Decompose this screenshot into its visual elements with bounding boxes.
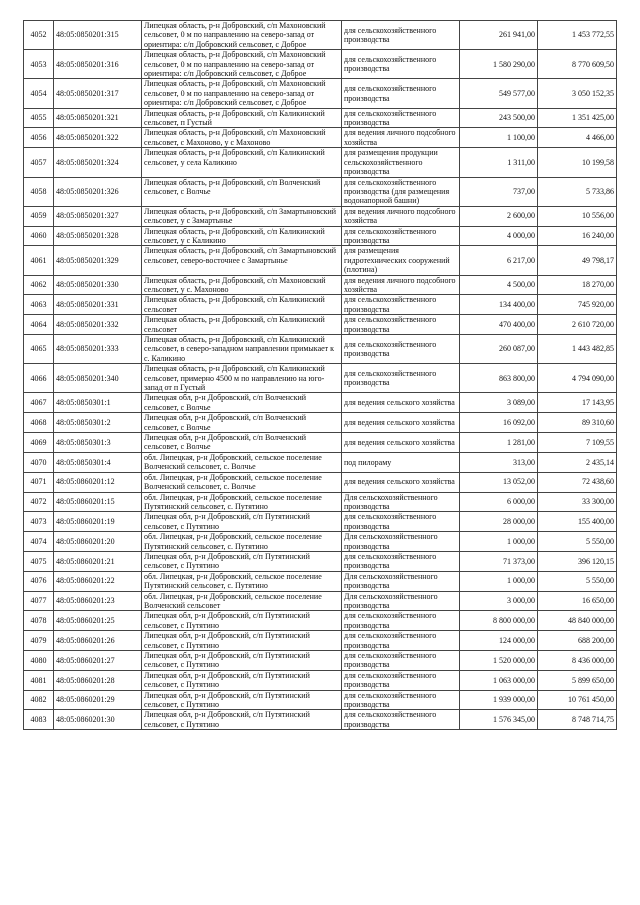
cadastral-value-cell: 396 120,15 [538,551,617,571]
row-number-cell: 4075 [24,551,54,571]
area-cell: 134 400,00 [460,295,538,315]
cadastral-number-cell: 48:05:0860201:23 [54,591,142,611]
cadastral-number-cell: 48:05:0860201:12 [54,472,142,492]
area-cell: 1 311,00 [460,148,538,177]
address-cell: Липецкая область, р-н Добровский, с/п Замартыновский сельсовет, северо-восточнее с Замартынье [142,246,342,275]
area-cell: 2 600,00 [460,206,538,226]
cadastral-value-cell: 16 240,00 [538,226,617,246]
permitted-use-cell: для ведения сельского хозяйства [342,472,460,492]
address-cell: Липецкая обл, р-н Добровский, с/п Путятинский сельсовет, с Путятино [142,512,342,532]
address-cell: Липецкая обл, р-н Добровский, с/п Путятинский сельсовет, с Путятино [142,670,342,690]
area-cell: 3 089,00 [460,393,538,413]
table-row [24,512,617,532]
permitted-use-cell: для сельскохозяйственного производства [342,551,460,571]
address-cell: Липецкая область, р-н Добровский, с/п Каликинский сельсовет, у с Каликино [142,226,342,246]
area-cell: 6 000,00 [460,492,538,512]
cadastral-value-cell: 1 443 482,85 [538,335,617,364]
row-number-cell: 4072 [24,492,54,512]
area-cell: 124 000,00 [460,631,538,651]
permitted-use-cell: для сельскохозяйственного производства [342,315,460,335]
address-cell: Липецкая область, р-н Добровский, с/п Замартыновский сельсовет, у с Замартынье [142,206,342,226]
cadastral-value-cell: 1 351 425,00 [538,108,617,128]
area-cell: 4 000,00 [460,226,538,246]
permitted-use-cell: Для сельскохозяйственного производства [342,492,460,512]
cadastral-number-cell: 48:05:0850201:332 [54,315,142,335]
cadastral-value-cell: 8 748 714,75 [538,710,617,730]
table-row [24,79,617,108]
address-cell: Липецкая область, р-н Добровский, с/п Каликинский сельсовет, в северо-западном направлении примыкает к с. Каликино [142,335,342,364]
row-number-cell: 4059 [24,206,54,226]
cadastral-number-cell: 48:05:0850201:317 [54,79,142,108]
address-cell: обл. Липецкая, р-н Добровский, сельское поселение Волченский сельсовет, с. Волчье [142,472,342,492]
address-cell: Липецкая область, р-н Добровский, с/п Махоновский сельсовет, с Махоново, у с Махоново [142,128,342,148]
row-number-cell: 4054 [24,79,54,108]
table-row [24,571,617,591]
area-cell: 8 800 000,00 [460,611,538,631]
address-cell: Липецкая область, р-н Добровский, с/п Каликинский сельсовет, п Густый [142,108,342,128]
permitted-use-cell: для сельскохозяйственного производства [342,690,460,710]
permitted-use-cell: под пилораму [342,452,460,472]
row-number-cell: 4079 [24,631,54,651]
area-cell: 243 500,00 [460,108,538,128]
row-number-cell: 4053 [24,50,54,79]
permitted-use-cell: для ведения личного подсобного хозяйства [342,275,460,295]
cadastral-number-cell: 48:05:0850201:321 [54,108,142,128]
address-cell: Липецкая область, р-н Добровский, с/п Махоновский сельсовет, у с. Махоново [142,275,342,295]
cadastral-value-cell: 8 770 609,50 [538,50,617,79]
area-cell: 737,00 [460,177,538,206]
area-cell: 1 000,00 [460,532,538,552]
area-cell: 260 087,00 [460,335,538,364]
cadastral-value-cell: 17 143,95 [538,393,617,413]
row-number-cell: 4078 [24,611,54,631]
table-row [24,433,617,453]
cadastral-number-cell: 48:05:0850201:326 [54,177,142,206]
table-row [24,670,617,690]
permitted-use-cell: для сельскохозяйственного производства (для размещения водонапорной башни) [342,177,460,206]
area-cell: 1 939 000,00 [460,690,538,710]
cadastral-value-cell: 2 610 720,00 [538,315,617,335]
row-number-cell: 4056 [24,128,54,148]
cadastral-number-cell: 48:05:0860201:26 [54,631,142,651]
table-row [24,472,617,492]
table-row [24,246,617,275]
cadastral-value-cell: 155 400,00 [538,512,617,532]
area-cell: 16 092,00 [460,413,538,433]
permitted-use-cell: для размещения продукции сельскохозяйственного производства [342,148,460,177]
cadastral-value-cell: 49 798,17 [538,246,617,275]
cadastral-value-cell: 10 556,00 [538,206,617,226]
address-cell: обл. Липецкая, р-н Добровский, сельское поселение Путятинский сельсовет, с. Путятино [142,492,342,512]
area-cell: 1 063 000,00 [460,670,538,690]
row-number-cell: 4061 [24,246,54,275]
cadastral-value-cell: 4 466,00 [538,128,617,148]
cadastral-number-cell: 48:05:0860201:19 [54,512,142,532]
row-number-cell: 4069 [24,433,54,453]
row-number-cell: 4070 [24,452,54,472]
land-plots-table [23,20,617,730]
cadastral-number-cell: 48:05:0850301:2 [54,413,142,433]
row-number-cell: 4060 [24,226,54,246]
table-row [24,226,617,246]
permitted-use-cell: для сельскохозяйственного производства [342,364,460,393]
cadastral-value-cell: 33 300,00 [538,492,617,512]
table-body [24,21,617,730]
table-row [24,551,617,571]
cadastral-number-cell: 48:05:0860201:15 [54,492,142,512]
address-cell: Липецкая обл, р-н Добровский, с/п Путятинский сельсовет, с Путятино [142,611,342,631]
permitted-use-cell: для сельскохозяйственного производства [342,611,460,631]
area-cell: 1 000,00 [460,571,538,591]
permitted-use-cell: для сельскохозяйственного производства [342,512,460,532]
permitted-use-cell: для ведения сельского хозяйства [342,393,460,413]
row-number-cell: 4071 [24,472,54,492]
area-cell: 1 100,00 [460,128,538,148]
address-cell: Липецкая обл, р-н Добровский, с/п Путятинский сельсовет, с Путятино [142,690,342,710]
permitted-use-cell: Для сельскохозяйственного производства [342,591,460,611]
row-number-cell: 4074 [24,532,54,552]
cadastral-number-cell: 48:05:0860201:21 [54,551,142,571]
table-row [24,295,617,315]
cadastral-number-cell: 48:05:0850201:333 [54,335,142,364]
table-row [24,393,617,413]
table-row [24,710,617,730]
cadastral-number-cell: 48:05:0850201:331 [54,295,142,315]
cadastral-value-cell: 5 550,00 [538,532,617,552]
table-row [24,532,617,552]
cadastral-value-cell: 10 761 450,00 [538,690,617,710]
cadastral-value-cell: 72 438,60 [538,472,617,492]
area-cell: 1 281,00 [460,433,538,453]
permitted-use-cell: Для сельскохозяйственного производства [342,532,460,552]
cadastral-value-cell: 7 109,55 [538,433,617,453]
table-row [24,631,617,651]
cadastral-value-cell: 5 550,00 [538,571,617,591]
cadastral-value-cell: 18 270,00 [538,275,617,295]
permitted-use-cell: для сельскохозяйственного производства [342,670,460,690]
address-cell: Липецкая обл, р-н Добровский, с/п Волченский сельсовет, с Волчье [142,393,342,413]
row-number-cell: 4081 [24,670,54,690]
address-cell: Липецкая обл, р-н Добровский, с/п Путятинский сельсовет, с Путятино [142,631,342,651]
address-cell: обл. Липецкая, р-н Добровский, сельское поселение Путятинский сельсовет, с. Путятино [142,571,342,591]
cadastral-number-cell: 48:05:0850301:4 [54,452,142,472]
permitted-use-cell: для сельскохозяйственного производства [342,295,460,315]
table-row [24,177,617,206]
cadastral-number-cell: 48:05:0850301:1 [54,393,142,413]
address-cell: Липецкая область, р-н Добровский, с/п Махоновский сельсовет, 0 м по направлению на северо-запад от ориентира: с/п Добровский сельсовет, с Доброе [142,21,342,50]
address-cell: Липецкая область, р-н Добровский, с/п Каликинский сельсовет, примерно 4500 м по направлению на юго-запад от п Густый [142,364,342,393]
row-number-cell: 4063 [24,295,54,315]
permitted-use-cell: для сельскохозяйственного производства [342,710,460,730]
row-number-cell: 4076 [24,571,54,591]
permitted-use-cell: для сельскохозяйственного производства [342,21,460,50]
table-row [24,315,617,335]
area-cell: 28 000,00 [460,512,538,532]
row-number-cell: 4077 [24,591,54,611]
cadastral-value-cell: 89 310,60 [538,413,617,433]
cadastral-number-cell: 48:05:0860201:27 [54,651,142,671]
cadastral-value-cell: 1 453 772,55 [538,21,617,50]
area-cell: 1 580 290,00 [460,50,538,79]
address-cell: Липецкая область, р-н Добровский, с/п Махоновский сельсовет, 0 м по направлению на северо-запад от ориентира: с/п Добровский сельсовет, с Доброе [142,79,342,108]
permitted-use-cell: для ведения личного подсобного хозяйства [342,206,460,226]
table-row [24,651,617,671]
table-row [24,275,617,295]
area-cell: 549 577,00 [460,79,538,108]
permitted-use-cell: для ведения сельского хозяйства [342,413,460,433]
area-cell: 71 373,00 [460,551,538,571]
permitted-use-cell: для ведения сельского хозяйства [342,433,460,453]
address-cell: обл. Липецкая, р-н Добровский, сельское поселение Путятинский сельсовет, с. Путятино [142,532,342,552]
address-cell: обл. Липецкая, р-н Добровский, сельское поселение Волченский сельсовет [142,591,342,611]
area-cell: 261 941,00 [460,21,538,50]
row-number-cell: 4062 [24,275,54,295]
table-row [24,364,617,393]
cadastral-number-cell: 48:05:0850201:327 [54,206,142,226]
row-number-cell: 4068 [24,413,54,433]
table-row [24,335,617,364]
row-number-cell: 4057 [24,148,54,177]
cadastral-number-cell: 48:05:0860201:28 [54,670,142,690]
permitted-use-cell: для сельскохозяйственного производства [342,108,460,128]
address-cell: Липецкая обл, р-н Добровский, с/п Путятинский сельсовет, с Путятино [142,551,342,571]
row-number-cell: 4052 [24,21,54,50]
table-row [24,148,617,177]
row-number-cell: 4082 [24,690,54,710]
cadastral-value-cell: 4 794 090,00 [538,364,617,393]
permitted-use-cell: для сельскохозяйственного производства [342,335,460,364]
area-cell: 6 217,00 [460,246,538,275]
cadastral-value-cell: 5 899 650,00 [538,670,617,690]
cadastral-number-cell: 48:05:0860201:25 [54,611,142,631]
cadastral-number-cell: 48:05:0850201:315 [54,21,142,50]
address-cell: Липецкая область, р-н Добровский, с/п Махоновский сельсовет, 0 м по направлению на северо-запад от ориентира: с/п Добровский сельсовет, с Доброе [142,50,342,79]
address-cell: Липецкая область, р-н Добровский, с/п Каликинский сельсовет, у села Каликино [142,148,342,177]
cadastral-value-cell: 3 050 152,35 [538,79,617,108]
area-cell: 4 500,00 [460,275,538,295]
permitted-use-cell: для сельскохозяйственного производства [342,50,460,79]
table-row [24,50,617,79]
area-cell: 3 000,00 [460,591,538,611]
table-row [24,690,617,710]
row-number-cell: 4058 [24,177,54,206]
permitted-use-cell: Для сельскохозяйственного производства [342,571,460,591]
area-cell: 1 576 345,00 [460,710,538,730]
cadastral-number-cell: 48:05:0850301:3 [54,433,142,453]
cadastral-number-cell: 48:05:0860201:22 [54,571,142,591]
row-number-cell: 4083 [24,710,54,730]
row-number-cell: 4055 [24,108,54,128]
cadastral-value-cell: 745 920,00 [538,295,617,315]
cadastral-value-cell: 2 435,14 [538,452,617,472]
area-cell: 313,00 [460,452,538,472]
cadastral-number-cell: 48:05:0850201:340 [54,364,142,393]
cadastral-number-cell: 48:05:0850201:316 [54,50,142,79]
row-number-cell: 4066 [24,364,54,393]
table-row [24,128,617,148]
area-cell: 1 520 000,00 [460,651,538,671]
row-number-cell: 4073 [24,512,54,532]
table-row [24,206,617,226]
cadastral-number-cell: 48:05:0850201:322 [54,128,142,148]
table-row [24,108,617,128]
document-page [23,20,616,730]
row-number-cell: 4067 [24,393,54,413]
cadastral-value-cell: 688 200,00 [538,631,617,651]
table-row [24,611,617,631]
permitted-use-cell: для сельскохозяйственного производства [342,651,460,671]
cadastral-value-cell: 8 436 000,00 [538,651,617,671]
cadastral-number-cell: 48:05:0850201:330 [54,275,142,295]
address-cell: Липецкая обл, р-н Добровский, с/п Путятинский сельсовет, с Путятино [142,651,342,671]
address-cell: Липецкая обл, р-н Добровский, с/п Волченский сельсовет, с Волчье [142,413,342,433]
cadastral-number-cell: 48:05:0860201:30 [54,710,142,730]
permitted-use-cell: для ведения личного подсобного хозяйства [342,128,460,148]
address-cell: Липецкая область, р-н Добровский, с/п Каликинский сельсовет [142,315,342,335]
row-number-cell: 4080 [24,651,54,671]
cadastral-number-cell: 48:05:0860201:20 [54,532,142,552]
address-cell: Липецкая обл, р-н Добровский, с/п Путятинский сельсовет, с Путятино [142,710,342,730]
row-number-cell: 4065 [24,335,54,364]
area-cell: 863 800,00 [460,364,538,393]
cadastral-value-cell: 16 650,00 [538,591,617,611]
cadastral-number-cell: 48:05:0850201:328 [54,226,142,246]
table-row [24,21,617,50]
area-cell: 13 052,00 [460,472,538,492]
cadastral-value-cell: 5 733,86 [538,177,617,206]
address-cell: обл. Липецкая, р-н Добровский, сельское поселение Волченский сельсовет, с. Волчье [142,452,342,472]
address-cell: Липецкая область, р-н Добровский, с/п Каликинский сельсовет [142,295,342,315]
address-cell: Липецкая область, р-н Добровский, с/п Волченский сельсовет, с Волчье [142,177,342,206]
cadastral-value-cell: 10 199,58 [538,148,617,177]
cadastral-number-cell: 48:05:0850201:329 [54,246,142,275]
table-row [24,591,617,611]
cadastral-value-cell: 48 840 000,00 [538,611,617,631]
permitted-use-cell: для сельскохозяйственного производства [342,631,460,651]
table-row [24,452,617,472]
permitted-use-cell: для размещения гидротехнических сооружений (плотина) [342,246,460,275]
permitted-use-cell: для сельскохозяйственного производства [342,226,460,246]
permitted-use-cell: для сельскохозяйственного производства [342,79,460,108]
row-number-cell: 4064 [24,315,54,335]
cadastral-number-cell: 48:05:0860201:29 [54,690,142,710]
table-row [24,492,617,512]
area-cell: 470 400,00 [460,315,538,335]
cadastral-number-cell: 48:05:0850201:324 [54,148,142,177]
address-cell: Липецкая обл, р-н Добровский, с/п Волченский сельсовет, с Волчье [142,433,342,453]
table-row [24,413,617,433]
